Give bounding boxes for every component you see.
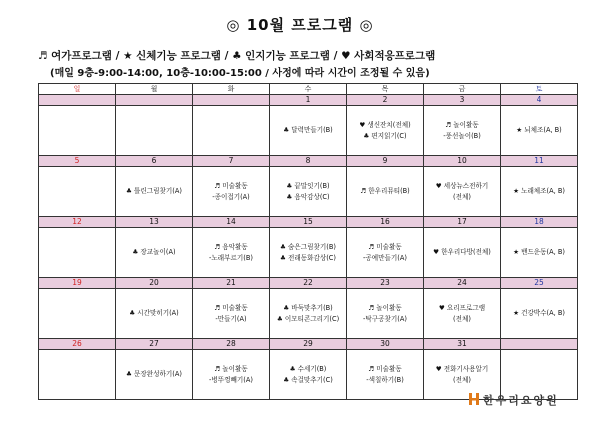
activity-item: ♥ 요리프로그램	[438, 303, 486, 312]
activity-item: ♣ 숨은그림찾기(B)	[280, 242, 336, 251]
date-cell: 6	[116, 156, 193, 167]
activity-cell	[347, 228, 424, 278]
activity-item: ♬ 미술활동	[214, 181, 248, 190]
activity-item: ♬ 미술활동	[368, 364, 402, 373]
activity-cell	[270, 228, 347, 278]
activity-item: ♥ 전화기사용알기	[435, 364, 489, 373]
activity-cell	[501, 228, 578, 278]
activity-item: -만들기(A)	[215, 314, 247, 323]
activity-item: -색칠하기(B)	[366, 375, 404, 384]
activity-item: ♣ 편지읽기(C)	[363, 131, 407, 140]
facility-name-text: 한우리요양원	[483, 394, 559, 407]
activity-item: -종이접기(A)	[212, 192, 250, 201]
activity-item: ♥ 세상뉴스전하기	[435, 181, 489, 190]
date-cell: 13	[116, 217, 193, 228]
date-cell: 29	[270, 339, 347, 350]
date-cell: 28	[193, 339, 270, 350]
activity-cell	[424, 289, 501, 339]
weekday-sun: 일	[39, 84, 116, 95]
weekday-tue: 화	[193, 84, 270, 95]
date-cell: 24	[424, 278, 501, 289]
date-row	[39, 95, 578, 106]
activity-item: ★ 밴드운동(A, B)	[513, 248, 565, 257]
activity-item: ♣ 문장완성하기(A)	[126, 370, 182, 379]
date-cell: 15	[270, 217, 347, 228]
activity-cell	[347, 106, 424, 156]
activity-item: ♥ 한우리다방(전체)	[433, 248, 491, 257]
activity-item: ♣ 전래동화감상(C)	[280, 253, 336, 262]
date-cell: 4	[501, 95, 578, 106]
date-cell: 26	[39, 339, 116, 350]
weekday-header-row	[39, 84, 578, 95]
date-cell	[116, 95, 193, 106]
date-cell: 9	[347, 156, 424, 167]
activity-item: ★ 건강박수(A, B)	[513, 309, 565, 318]
date-row	[39, 217, 578, 228]
activity-item: (전체)	[453, 192, 471, 201]
activity-item: ♣ 음악감상(C)	[286, 192, 330, 201]
facility-logo-icon	[468, 392, 480, 406]
date-row	[39, 278, 578, 289]
date-cell: 8	[270, 156, 347, 167]
date-cell: 10	[424, 156, 501, 167]
date-cell: 17	[424, 217, 501, 228]
activity-cell	[39, 228, 116, 278]
activity-cell	[193, 106, 270, 156]
date-cell	[193, 95, 270, 106]
schedule-hours-note: (매일 9층-9:00-14:00, 10층-10:00-15:00 / 사정에 따라 시간이 조정될 수 있음)	[50, 68, 430, 79]
activity-cell	[39, 167, 116, 217]
date-cell: 19	[39, 278, 116, 289]
activity-item: ♣ 속걸맞추기(C)	[283, 375, 333, 384]
date-cell: 18	[501, 217, 578, 228]
activity-item: ♣ 수세기(B)	[289, 364, 327, 373]
activity-item: ★ 노래체조(A, B)	[513, 187, 565, 196]
activity-cell	[270, 106, 347, 156]
activity-item: -풍선놀이(B)	[443, 131, 481, 140]
activity-row	[39, 167, 578, 217]
activity-item: ♬ 한우리뮤티(B)	[360, 187, 410, 196]
activity-cell	[193, 228, 270, 278]
activity-cell	[347, 289, 424, 339]
activity-item: ♣ 틀린그림찾기(A)	[126, 187, 182, 196]
date-cell: 21	[193, 278, 270, 289]
activity-cell	[39, 350, 116, 400]
date-cell: 7	[193, 156, 270, 167]
activity-cell	[39, 106, 116, 156]
activity-item: ♬ 놀이활동	[445, 120, 479, 129]
weekday-wed: 수	[270, 84, 347, 95]
activity-item: -병뚜껑빼기(A)	[209, 375, 253, 384]
date-cell: 16	[347, 217, 424, 228]
activity-cell	[347, 167, 424, 217]
activity-cell	[270, 167, 347, 217]
date-row	[39, 339, 578, 350]
activity-cell	[116, 106, 193, 156]
activity-cell	[424, 106, 501, 156]
activity-cell	[193, 350, 270, 400]
date-cell: 27	[116, 339, 193, 350]
activity-cell	[424, 228, 501, 278]
activity-item: ★ 뇌체조(A, B)	[516, 126, 562, 135]
activity-item: ♣ 시간맞히기(A)	[129, 309, 179, 318]
weekday-mon: 월	[116, 84, 193, 95]
activity-row	[39, 106, 578, 156]
weekday-fri: 금	[424, 84, 501, 95]
activity-cell	[424, 167, 501, 217]
date-cell: 31	[424, 339, 501, 350]
date-cell: 23	[347, 278, 424, 289]
activity-row	[39, 289, 578, 339]
activity-item: ♥ 생신잔치(전체)	[359, 120, 411, 129]
activity-item: ♣ 끝말잇기(B)	[286, 181, 330, 190]
calendar-table	[38, 83, 578, 400]
activity-cell	[116, 289, 193, 339]
date-cell: 1	[270, 95, 347, 106]
activity-row	[39, 228, 578, 278]
date-cell: 5	[39, 156, 116, 167]
date-cell: 14	[193, 217, 270, 228]
activity-item: (전체)	[453, 314, 471, 323]
activity-item: (전체)	[453, 375, 471, 384]
activity-cell	[501, 289, 578, 339]
activity-cell	[270, 350, 347, 400]
date-cell: 25	[501, 278, 578, 289]
date-cell: 12	[39, 217, 116, 228]
activity-item: ♣ 장교놀이(A)	[132, 248, 176, 257]
activity-cell	[116, 228, 193, 278]
activity-item: ♬ 놀이활동	[214, 364, 248, 373]
activity-cell	[39, 289, 116, 339]
activity-item: ♣ 이모티콘그리기(C)	[276, 314, 340, 323]
date-cell: 2	[347, 95, 424, 106]
activity-cell	[347, 350, 424, 400]
activity-item: ♣ 바둑맞추기(B)	[283, 303, 333, 312]
activity-cell	[501, 106, 578, 156]
activity-item: ♬ 음악활동	[214, 242, 248, 251]
activity-cell	[116, 167, 193, 217]
activity-item: ♬ 미술활동	[368, 242, 402, 251]
weekday-thu: 목	[347, 84, 424, 95]
activity-cell	[501, 167, 578, 217]
activity-item: -노래부르기(B)	[209, 253, 253, 262]
activity-cell	[193, 289, 270, 339]
activity-item: ♬ 놀이활동	[368, 303, 402, 312]
activity-item: -탁구공찾기(A)	[363, 314, 407, 323]
page-title: ◎ 10월 프로그램 ◎	[226, 16, 374, 34]
date-cell: 22	[270, 278, 347, 289]
activity-cell	[193, 167, 270, 217]
date-row	[39, 156, 578, 167]
activity-item: ♣ 달력만들기(B)	[283, 126, 333, 135]
activity-item: -공예만들기(A)	[363, 253, 407, 262]
weekday-sat: 토	[501, 84, 578, 95]
activity-cell	[116, 350, 193, 400]
date-cell: 20	[116, 278, 193, 289]
activity-cell	[270, 289, 347, 339]
facility-name	[468, 392, 559, 408]
program-legend: ♬ 여가프로그램 / ★ 신체기능 프로그램 / ♣ 인지기능 프로그램 / ♥ 사회적응프로그램	[38, 50, 436, 62]
date-cell: 30	[347, 339, 424, 350]
date-cell: 11	[501, 156, 578, 167]
date-cell	[39, 95, 116, 106]
date-cell	[501, 339, 578, 350]
date-cell: 3	[424, 95, 501, 106]
activity-item: ♬ 미술활동	[214, 303, 248, 312]
